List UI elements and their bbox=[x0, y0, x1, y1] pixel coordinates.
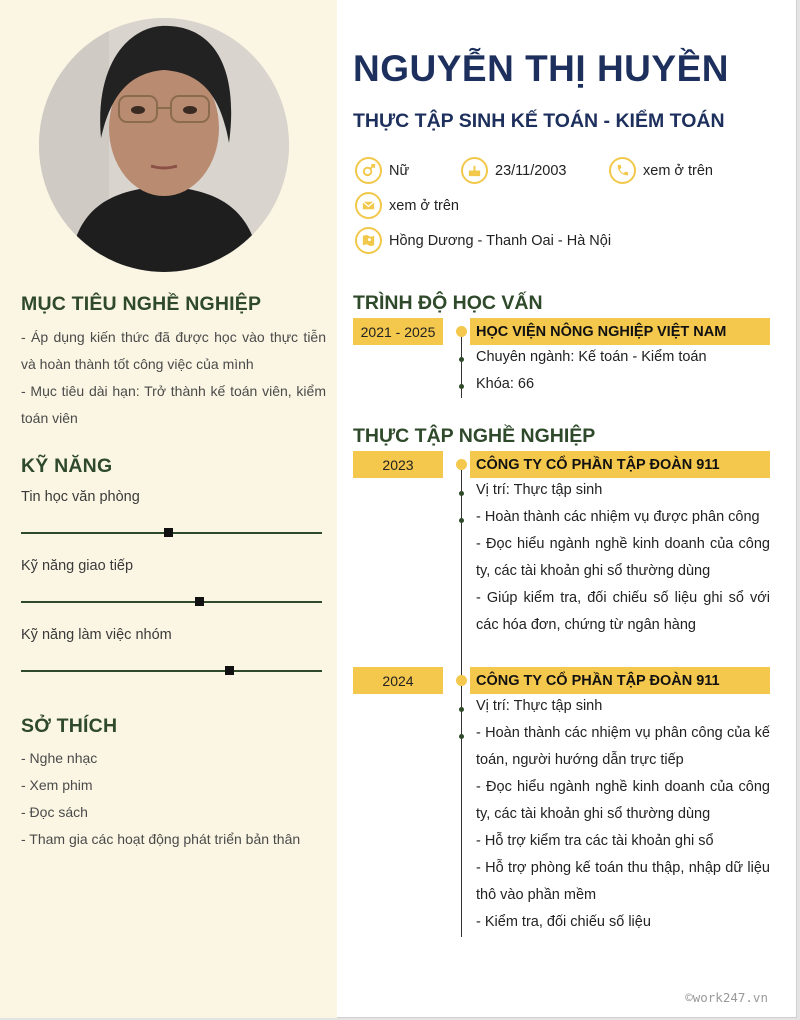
bullet-dot bbox=[459, 734, 464, 739]
internship-period: 2023 bbox=[353, 451, 443, 478]
birthday-value: 23/11/2003 bbox=[495, 162, 567, 179]
internship-period: 2024 bbox=[353, 667, 443, 694]
hobby-item: - Đọc sách bbox=[21, 804, 88, 820]
candidate-name: NGUYỄN THỊ HUYỀN bbox=[353, 48, 729, 89]
mail-icon bbox=[355, 192, 382, 219]
skills-heading: KỸ NĂNG bbox=[21, 455, 113, 477]
info-phone bbox=[609, 157, 713, 184]
profile-photo bbox=[39, 18, 289, 272]
internship-line: - Hỗ trợ kiểm tra các tài khoản ghi sổ bbox=[476, 833, 714, 849]
sidebar bbox=[0, 0, 337, 1018]
skill-label: Tin học văn phòng bbox=[21, 489, 140, 505]
timeline-dot bbox=[456, 675, 467, 686]
education-line: Chuyên ngành: Kế toán - Kiểm toán bbox=[476, 349, 707, 365]
objective-item: - Áp dụng kiến thức đã được học vào thực tiễn và hoàn thành tốt công việc của mình bbox=[21, 329, 326, 372]
phone-value: xem ở trên bbox=[643, 162, 713, 179]
info-gender bbox=[355, 157, 409, 184]
education-heading: TRÌNH ĐỘ HỌC VẤN bbox=[353, 292, 543, 314]
skill-label: Kỹ năng giao tiếp bbox=[21, 558, 134, 574]
timeline-line bbox=[461, 463, 462, 937]
gender-icon bbox=[355, 157, 382, 184]
education-period: 2021 - 2025 bbox=[353, 318, 443, 345]
map-icon bbox=[355, 227, 382, 254]
skill-label: Kỹ năng làm việc nhóm bbox=[21, 627, 172, 643]
info-birthday bbox=[461, 157, 567, 184]
info-email bbox=[355, 192, 459, 219]
bullet-dot bbox=[459, 357, 464, 362]
internship-line: - Hỗ trợ phòng kế toán thu thập, nhập dữ liệu thô vào phần mềm bbox=[476, 860, 770, 903]
skill-bar bbox=[21, 532, 322, 534]
email-value: xem ở trên bbox=[389, 197, 459, 214]
info-address bbox=[355, 227, 611, 254]
address-value: Hồng Dương - Thanh Oai - Hà Nội bbox=[389, 232, 612, 249]
bullet-dot bbox=[459, 707, 464, 712]
internship-title: CÔNG TY CỔ PHẦN TẬP ĐOÀN 911 bbox=[470, 667, 770, 694]
internship-line: - Giúp kiểm tra, đối chiếu số liệu ghi sổ với các hóa đơn, chứng từ ngân hàng bbox=[476, 590, 770, 633]
timeline-dot bbox=[456, 459, 467, 470]
internship-title: CÔNG TY CỔ PHẦN TẬP ĐOÀN 911 bbox=[470, 451, 770, 478]
skill-bar bbox=[21, 601, 322, 603]
education-title: HỌC VIỆN NÔNG NGHIỆP VIỆT NAM bbox=[470, 318, 770, 345]
gender-value: Nữ bbox=[389, 162, 410, 179]
objective-item: - Mục tiêu dài hạn: Trở thành kế toán viên, kiểm toán viên bbox=[21, 383, 326, 426]
bullet-dot bbox=[459, 491, 464, 496]
phone-icon bbox=[609, 157, 636, 184]
cake-icon bbox=[461, 157, 488, 184]
hobbies-heading: SỞ THÍCH bbox=[21, 715, 118, 737]
bullet-dot bbox=[459, 518, 464, 523]
internship-line: - Kiểm tra, đối chiếu số liệu bbox=[476, 914, 651, 930]
candidate-role: THỰC TẬP SINH KẾ TOÁN - KIỂM TOÁN bbox=[353, 110, 725, 132]
timeline-dot bbox=[456, 326, 467, 337]
skill-bar bbox=[21, 670, 322, 672]
watermark: ©work247.vn bbox=[685, 990, 768, 1005]
internship-line: Vị trí: Thực tập sinh bbox=[476, 698, 603, 714]
bullet-dot bbox=[459, 384, 464, 389]
internship-line: - Đọc hiểu ngành nghề kinh doanh của công ty, các tài khoản ghi sổ thường dùng bbox=[476, 779, 770, 822]
education-line: Khóa: 66 bbox=[476, 376, 535, 392]
internship-line: - Đọc hiểu ngành nghề kinh doanh của công ty, các tài khoản ghi sổ thường dùng bbox=[476, 536, 770, 579]
skill-level-marker bbox=[225, 666, 234, 675]
skill-level-marker bbox=[164, 528, 173, 537]
hobby-item: - Nghe nhạc bbox=[21, 750, 98, 766]
skill-level-marker bbox=[195, 597, 204, 606]
objective-heading: MỤC TIÊU NGHỀ NGHIỆP bbox=[21, 293, 262, 315]
internship-heading: THỰC TẬP NGHỀ NGHIỆP bbox=[353, 425, 596, 447]
hobby-item: - Tham gia các hoạt động phát triển bản thân bbox=[21, 831, 301, 847]
internship-line: - Hoàn thành các nhiệm vụ phân công của kế toán, người hướng dẫn trực tiếp bbox=[476, 725, 770, 768]
hobby-item: - Xem phim bbox=[21, 777, 93, 793]
internship-line: Vị trí: Thực tập sinh bbox=[476, 482, 603, 498]
internship-line: - Hoàn thành các nhiệm vụ được phân công bbox=[476, 509, 760, 525]
